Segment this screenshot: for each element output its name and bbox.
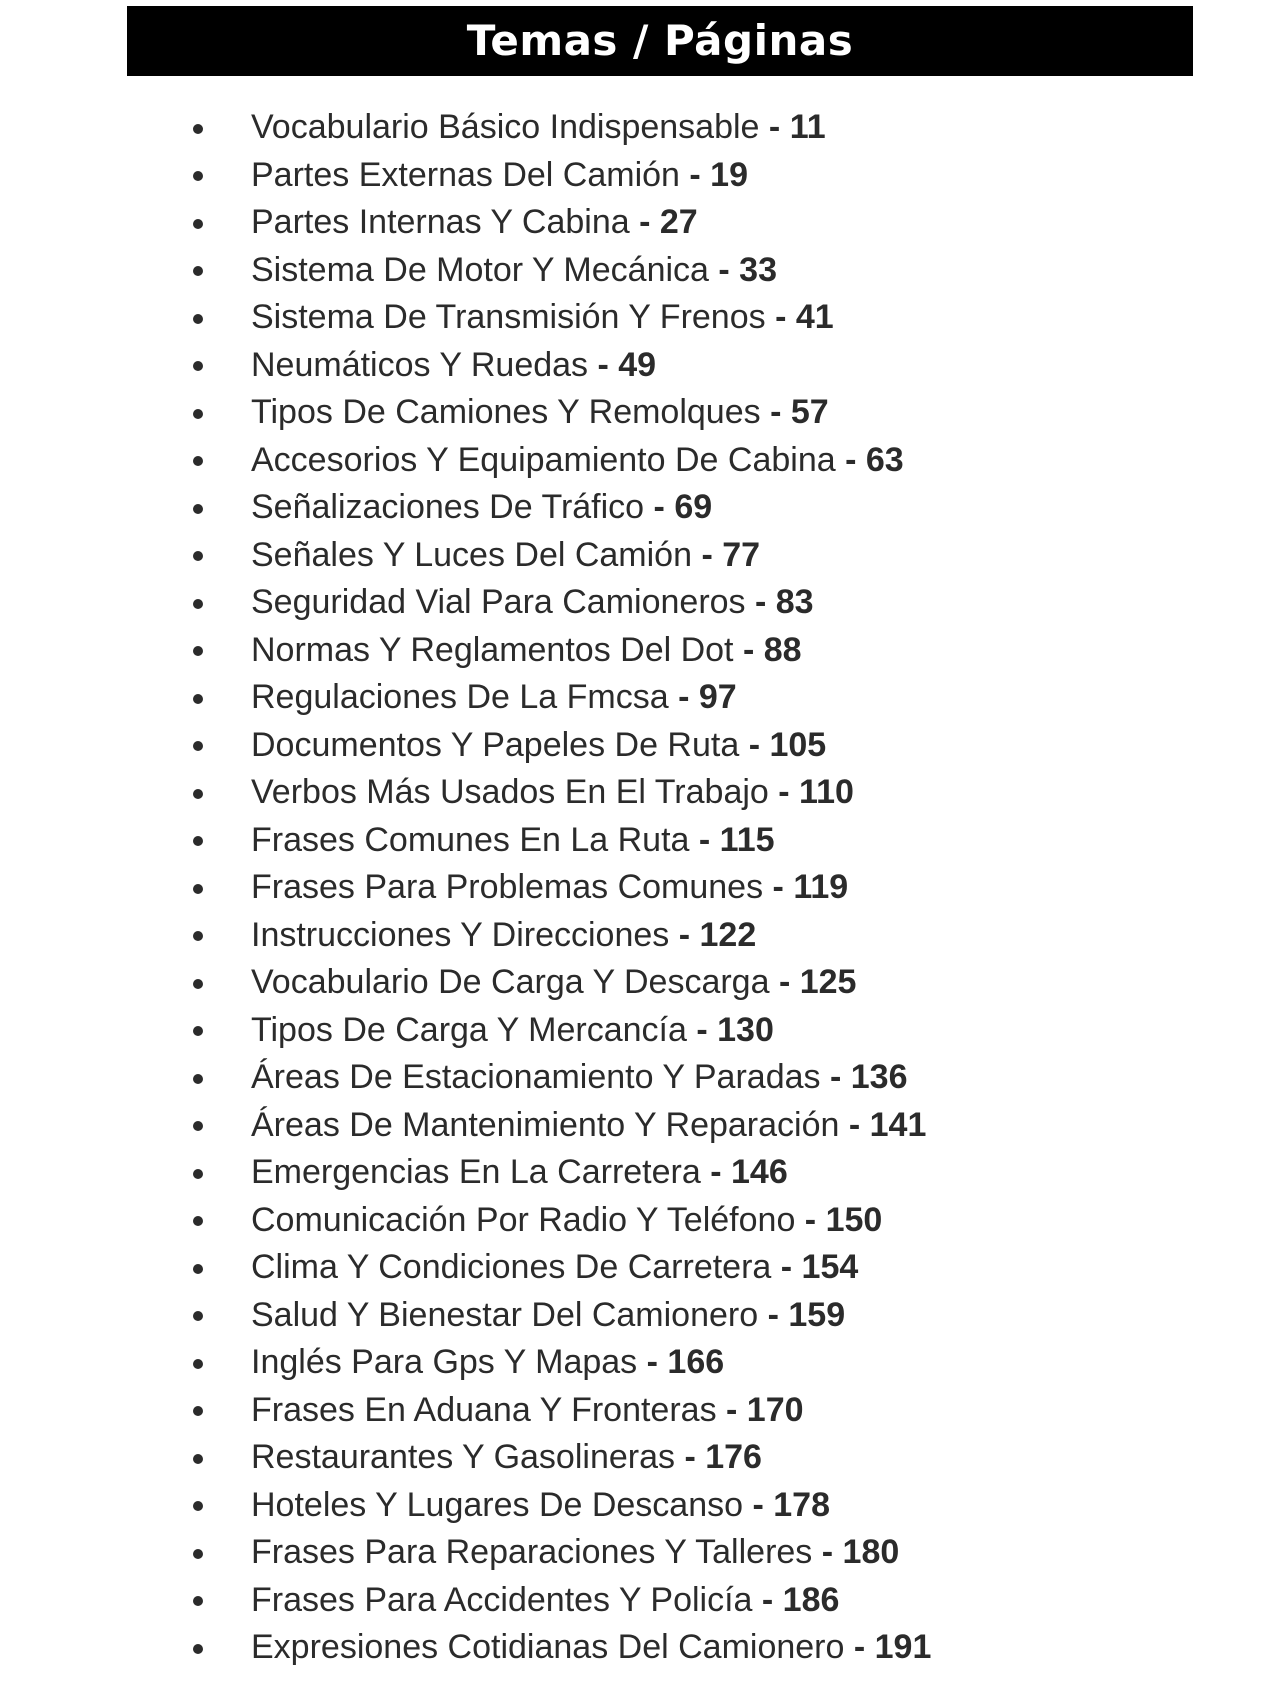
list-item: [0, 1577, 1267, 1625]
list-item: [0, 294, 1267, 342]
list-item: [0, 1054, 1267, 1102]
topic-label: Tipos De Carga Y Mercancía: [251, 1010, 687, 1049]
topic-label: Regulaciones De La Fmcsa: [251, 678, 669, 716]
toc-entry: [251, 959, 856, 1007]
separator-dash: -: [686, 1010, 718, 1049]
list-item: [0, 532, 1267, 580]
toc-entry: [251, 1482, 830, 1530]
separator-dash: -: [689, 820, 720, 859]
bullet-icon: [193, 884, 203, 894]
list-item: [0, 627, 1267, 675]
bullet-icon: [193, 599, 203, 609]
topic-label: Salud Y Bienestar Del Camionero: [251, 1295, 759, 1334]
topic-label: Comunicación Por Radio Y Teléfono: [251, 1200, 796, 1239]
separator-dash: -: [629, 203, 660, 241]
toc-entry: [251, 247, 777, 295]
list-item: [0, 817, 1267, 865]
page-number: 119: [793, 868, 849, 906]
topic-label: Partes Internas Y Cabina: [251, 203, 630, 241]
bullet-icon: [193, 551, 203, 561]
toc-entry: [251, 1529, 899, 1577]
list-item: [0, 1482, 1267, 1530]
topic-label: Neumáticos Y Ruedas: [251, 345, 589, 384]
separator-dash: -: [812, 1533, 843, 1571]
separator-dash: -: [668, 678, 699, 716]
page-number: 130: [717, 1010, 774, 1049]
toc-entry: [251, 484, 712, 532]
topic-label: Vocabulario Básico Indispensable: [251, 108, 760, 146]
bullet-icon: [193, 694, 203, 704]
page-number: 97: [698, 678, 737, 716]
page-number: 146: [731, 1153, 788, 1191]
page-number: 33: [739, 250, 777, 289]
list-item: [0, 1149, 1267, 1197]
page-number: 154: [801, 1248, 859, 1286]
bullet-icon: [193, 1216, 203, 1226]
page-number: 27: [659, 203, 698, 241]
separator-dash: -: [669, 915, 700, 954]
bullet-icon: [193, 1454, 203, 1464]
topic-label: Frases Para Reparaciones Y Talleres: [251, 1533, 813, 1571]
toc-entry: [251, 817, 775, 865]
list-item: [0, 152, 1267, 200]
topic-label: Tipos De Camiones Y Remolques: [251, 393, 761, 431]
separator-dash: -: [700, 1153, 731, 1191]
toc-entry: [251, 722, 826, 770]
topic-label: Clima Y Condiciones De Carretera: [251, 1248, 772, 1286]
bullet-icon: [193, 171, 203, 181]
toc-entry: [251, 199, 698, 247]
topic-label: Restaurantes Y Gasolineras: [251, 1438, 675, 1476]
toc-entry: [251, 294, 834, 342]
bullet-icon: [193, 124, 203, 134]
separator-dash: -: [768, 773, 800, 811]
page-number: 150: [825, 1200, 883, 1239]
bullet-icon: [193, 1121, 203, 1131]
separator-dash: -: [820, 1058, 851, 1096]
separator-dash: -: [675, 1438, 706, 1476]
list-item: [0, 674, 1267, 722]
topic-label: Verbos Más Usados En El Trabajo: [251, 773, 769, 811]
bullet-icon: [193, 409, 203, 419]
bullet-icon: [193, 1359, 203, 1369]
toc-entry: [251, 1244, 858, 1292]
page-number: 110: [799, 773, 854, 811]
header-bar: [127, 6, 1193, 76]
page-number: 166: [667, 1343, 725, 1381]
separator-dash: -: [835, 440, 866, 479]
page-number: 11: [789, 108, 826, 146]
separator-dash: -: [644, 488, 675, 526]
list-item: [0, 912, 1267, 960]
separator-dash: -: [739, 725, 770, 764]
toc-entry: [251, 152, 748, 200]
separator-dash: -: [844, 1628, 875, 1666]
topic-label: Frases Comunes En La Ruta: [251, 820, 690, 859]
topic-label: Señales Y Luces Del Camión: [251, 535, 693, 574]
list-item: [0, 342, 1267, 390]
page-number: 49: [618, 345, 657, 384]
bullet-icon: [193, 646, 203, 656]
list-item: [0, 104, 1267, 152]
separator-dash: -: [743, 1485, 774, 1524]
toc-entry: [251, 1387, 804, 1435]
list-item: [0, 1624, 1267, 1672]
separator-dash: -: [839, 1105, 870, 1144]
bullet-icon: [193, 361, 203, 371]
list-item: [0, 1244, 1267, 1292]
bullet-icon: [193, 1501, 203, 1511]
page-number: 159: [788, 1295, 846, 1334]
page-title: Temas / Páginas: [466, 16, 854, 65]
topic-label: Áreas De Estacionamiento Y Paradas: [251, 1058, 821, 1096]
topic-label: Frases Para Problemas Comunes: [251, 868, 764, 906]
separator-dash: -: [765, 298, 796, 336]
toc-entry: [251, 532, 760, 580]
topic-label: Hoteles Y Lugares De Descanso: [251, 1485, 744, 1524]
list-item: [0, 579, 1267, 627]
separator-dash: -: [759, 108, 790, 146]
toc-entry: [251, 912, 756, 960]
bullet-icon: [193, 1026, 203, 1036]
list-item: [0, 959, 1267, 1007]
list-item: [0, 722, 1267, 770]
toc-entry: [251, 674, 737, 722]
page-number: 63: [865, 440, 904, 479]
list-item: [0, 1434, 1267, 1482]
topic-label: Señalizaciones De Tráfico: [251, 488, 645, 526]
toc-entry: [251, 1054, 907, 1102]
bullet-icon: [193, 219, 203, 229]
bullet-icon: [193, 1406, 203, 1416]
topic-label: Inglés Para Gps Y Mapas: [251, 1343, 638, 1381]
separator-dash: -: [588, 345, 619, 384]
separator-dash: -: [716, 1390, 747, 1429]
separator-dash: -: [745, 583, 776, 621]
list-item: [0, 769, 1267, 817]
topic-label: Instrucciones Y Direcciones: [251, 915, 670, 954]
separator-dash: -: [637, 1343, 668, 1381]
page-number: 136: [850, 1058, 908, 1096]
page-number: 88: [763, 630, 802, 669]
bullet-icon: [193, 741, 203, 751]
toc-entry: [251, 769, 854, 817]
list-item: [0, 247, 1267, 295]
topic-label: Partes Externas Del Camión: [251, 155, 680, 194]
list-item: [0, 437, 1267, 485]
topic-label: Emergencias En La Carretera: [251, 1153, 701, 1191]
toc-entry: [251, 1149, 788, 1197]
toc-entry: [251, 1434, 762, 1482]
toc-entry: [251, 1339, 724, 1387]
topic-label: Sistema De Transmisión Y Frenos: [251, 298, 766, 336]
separator-dash: -: [733, 630, 764, 669]
topic-label: Documentos Y Papeles De Ruta: [251, 725, 740, 764]
page-number: 170: [746, 1390, 804, 1429]
toc-entry: [251, 1624, 931, 1672]
bullet-icon: [193, 836, 203, 846]
page-number: 57: [790, 393, 829, 431]
page-number: 105: [769, 725, 827, 764]
bullet-icon: [193, 789, 203, 799]
topic-label: Frases En Aduana Y Fronteras: [251, 1390, 717, 1429]
separator-dash: -: [708, 250, 740, 289]
separator-dash: -: [692, 535, 723, 574]
bullet-icon: [193, 1311, 203, 1321]
toc-entry: [251, 389, 829, 437]
bullet-icon: [193, 314, 203, 324]
page-number: 115: [719, 820, 775, 859]
topic-label: Frases Para Accidentes Y Policía: [251, 1580, 753, 1619]
page-number: 83: [775, 583, 814, 621]
topic-label: Normas Y Reglamentos Del Dot: [251, 630, 734, 669]
bullet-icon: [193, 1169, 203, 1179]
separator-dash: -: [758, 1295, 789, 1334]
page-number: 186: [782, 1580, 840, 1619]
page-number: 176: [705, 1438, 762, 1476]
list-item: [0, 1529, 1267, 1577]
list-item: [0, 1102, 1267, 1150]
list-item: [0, 484, 1267, 532]
bullet-icon: [193, 1549, 203, 1559]
toc-entry: [251, 579, 814, 627]
topic-label: Seguridad Vial Para Camioneros: [251, 583, 746, 621]
page-number: 180: [842, 1533, 900, 1571]
page-number: 77: [722, 535, 761, 574]
toc-entry: [251, 342, 656, 390]
list-item: [0, 1339, 1267, 1387]
bullet-icon: [193, 979, 203, 989]
toc-entry: [251, 437, 904, 485]
topic-label: Expresiones Cotidianas Del Camionero: [251, 1628, 845, 1666]
bullet-icon: [193, 931, 203, 941]
topic-label: Accesorios Y Equipamiento De Cabina: [251, 440, 836, 479]
toc-entry: [251, 104, 826, 152]
list-item: [0, 389, 1267, 437]
separator-dash: -: [752, 1580, 783, 1619]
bullet-icon: [193, 1264, 203, 1274]
page-number: 191: [874, 1628, 932, 1666]
toc-entry: [251, 1292, 845, 1340]
page-number: 141: [869, 1105, 927, 1144]
page-number: 178: [773, 1485, 830, 1524]
bullet-icon: [193, 1644, 203, 1654]
separator-dash: -: [769, 963, 800, 1001]
bullet-icon: [193, 1596, 203, 1606]
page-number: 69: [674, 488, 713, 526]
bullet-icon: [193, 456, 203, 466]
toc-entry: [251, 1102, 926, 1150]
separator-dash: -: [795, 1200, 826, 1239]
list-item: [0, 1007, 1267, 1055]
bullet-icon: [193, 1074, 203, 1084]
list-item: [0, 199, 1267, 247]
separator-dash: -: [763, 868, 794, 906]
list-item: [0, 1197, 1267, 1245]
list-item: [0, 1387, 1267, 1435]
page-number: 125: [799, 963, 857, 1001]
list-item: [0, 864, 1267, 912]
toc-entry: [251, 1197, 882, 1245]
topic-label: Áreas De Mantenimiento Y Reparación: [251, 1105, 840, 1144]
list-item: [0, 1292, 1267, 1340]
toc-entry: [251, 1007, 774, 1055]
bullet-icon: [193, 266, 203, 276]
toc-entry: [251, 864, 848, 912]
separator-dash: -: [771, 1248, 802, 1286]
topic-label: Vocabulario De Carga Y Descarga: [251, 963, 770, 1001]
toc-entry: [251, 627, 802, 675]
separator-dash: -: [760, 393, 791, 431]
page-number: 41: [795, 298, 834, 336]
toc-entry: [251, 1577, 839, 1625]
topic-label: Sistema De Motor Y Mecánica: [251, 250, 709, 289]
page-number: 19: [710, 155, 748, 194]
bullet-icon: [193, 504, 203, 514]
table-of-contents: [0, 104, 1267, 1672]
page-number: 122: [699, 915, 757, 954]
separator-dash: -: [679, 155, 711, 194]
